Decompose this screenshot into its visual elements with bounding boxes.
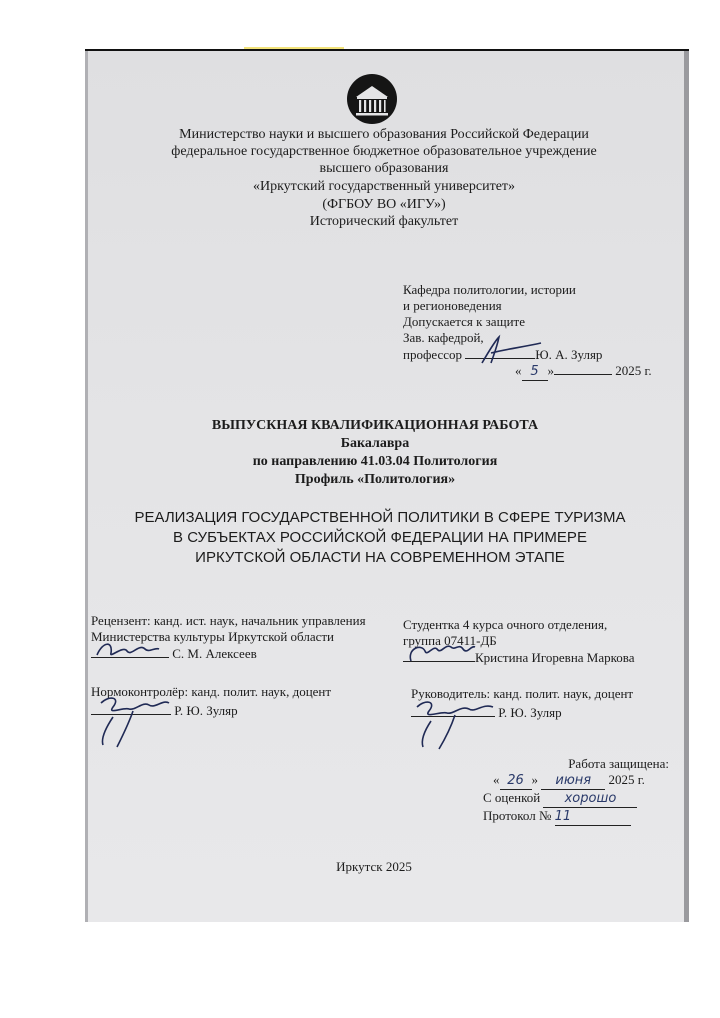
page-shadow-right (684, 51, 689, 922)
defended-label: Работа защищена: (568, 756, 669, 771)
study-profile: Профиль «Политология» (294, 472, 456, 487)
reviewer-line-2: Министерства культуры Иркутской области (91, 629, 335, 644)
admit-to-defense: Допускается к защите (403, 314, 525, 329)
grade-label: С оценкой (483, 790, 541, 805)
student-signature-icon (405, 639, 479, 669)
grade-value: хорошо (543, 791, 637, 808)
university-name: «Иркутский государственный университет» (252, 179, 516, 194)
supervisor-signature-icon (411, 691, 499, 753)
institution-type-line: федеральное государственное бюджетное образовательное учреждение (171, 144, 597, 159)
degree-level: Бакалавра (340, 436, 410, 451)
student-line-2: группа 07411-ДБ (403, 633, 497, 648)
student-line-1: Студентка 4 курса очного отделения, (403, 617, 608, 632)
approval-date: « 5 » 2025 г. (515, 363, 652, 379)
thesis-title-line-2: В СУБЪЕКТАХ РОССИЙСКОЙ ФЕДЕРАЦИИ НА ПРИМЕРЕ (173, 529, 587, 546)
defense-year: 2025 г. (608, 772, 645, 787)
professor-prefix: профессор (403, 347, 463, 362)
university-logo-icon (346, 73, 398, 125)
defense-day: 26 (500, 773, 532, 790)
education-level-line: высшего образования (319, 161, 449, 176)
city-year: Иркутск 2025 (336, 859, 412, 874)
supervisor-line-1: Руководитель: канд. полит. наук, доцент (411, 686, 634, 701)
defense-month: июня (541, 773, 605, 790)
approval-day: 5 (522, 364, 548, 381)
grade-line (483, 790, 637, 808)
professor-name: Ю. А. Зуляр (535, 347, 603, 362)
normcontrol-line-1: Нормоконтролёр: канд. полит. наук, доцент (91, 684, 332, 699)
ministry-line: Министерство науки и высшего образования Российской Федерации (179, 127, 589, 142)
normcontrol-name: Р. Ю. Зуляр (174, 703, 238, 718)
reviewer-signature-icon (93, 637, 163, 663)
study-direction: по направлению 41.03.04 Политология (252, 454, 498, 469)
title-page-photo (85, 49, 689, 922)
thesis-title-line-3: ИРКУТСКОЙ ОБЛАСТИ НА СОВРЕМЕННОМ ЭТАПЕ (195, 549, 565, 566)
protocol-label: Протокол № (483, 808, 552, 823)
faculty-name: Исторический факультет (309, 214, 459, 229)
protocol-line (483, 808, 631, 826)
department-line-2: и регионоведения (403, 298, 502, 313)
defense-date: « 26 » июня 2025 г. (493, 772, 645, 788)
normcontrol-signature-icon (93, 689, 175, 751)
supervisor-name: Р. Ю. Зуляр (498, 705, 562, 720)
reviewer-name: С. М. Алексеев (172, 646, 257, 661)
student-name: Кристина Игоревна Маркова (475, 650, 635, 665)
protocol-number: 11 (555, 809, 631, 826)
approval-year: 2025 г. (615, 363, 652, 378)
thesis-title-line-1: РЕАЛИЗАЦИЯ ГОСУДАРСТВЕННОЙ ПОЛИТИКИ В СФЕРЕ ТУРИЗМА (134, 509, 626, 526)
reviewer-line-1: Рецензент: канд. ист. наук, начальник управления (91, 613, 366, 628)
university-abbrev: (ФГБОУ ВО «ИГУ») (322, 197, 446, 212)
work-type: ВЫПУСКНАЯ КВАЛИФИКАЦИОННАЯ РАБОТА (211, 418, 539, 433)
head-of-department: Зав. кафедрой, (403, 330, 484, 345)
department-line-1: Кафедра политологии, истории (403, 282, 576, 297)
